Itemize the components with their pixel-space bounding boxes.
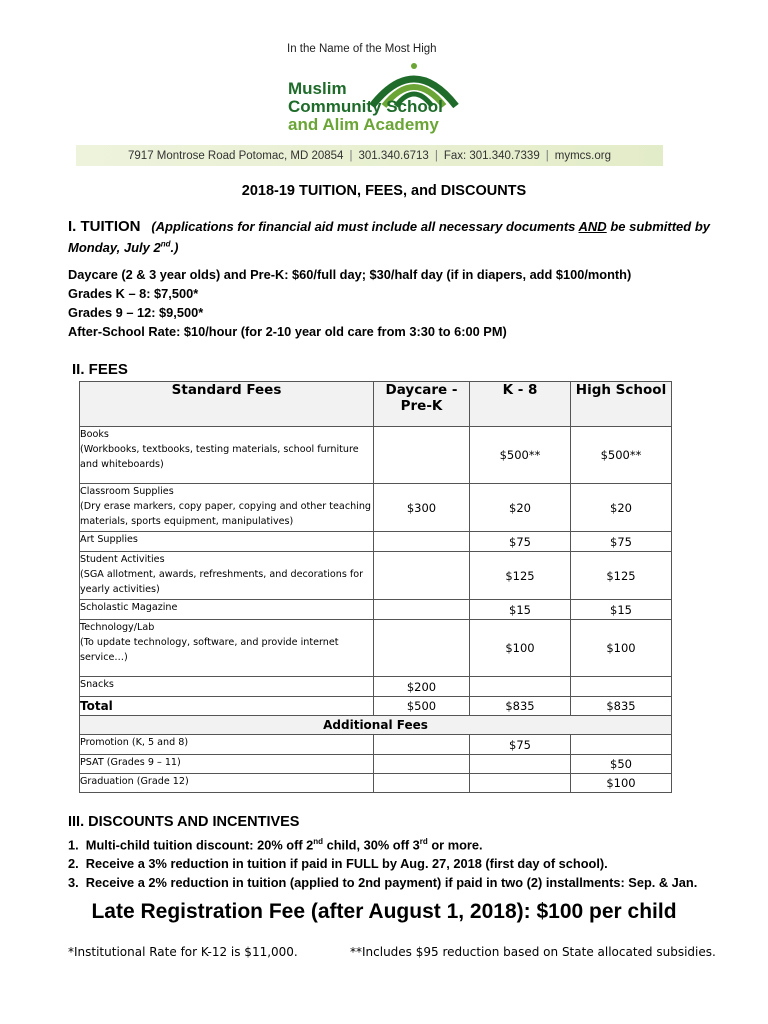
table-row: PSAT (Grades 9 – 11) $50 (80, 755, 672, 774)
rate-after-school: After-School Rate: $10/hour (for 2-10 year old care from 3:30 to 6:00 PM) (68, 324, 507, 339)
financial-aid-note: (Applications for financial aid must include all necessary documents AND be submitted by Monday, July 2nd.) (68, 219, 710, 256)
table-row: Student Activities (SGA allotment, awards, refreshments, and decorations for yearly activities) $125 $125 (80, 552, 672, 600)
table-row: Snacks $200 (80, 677, 672, 697)
logo-line-1: Muslim (288, 79, 347, 98)
logo-line-2: Community School (288, 97, 443, 116)
address: 7917 Montrose Road Potomac, MD 20854 (128, 149, 344, 162)
late-registration-fee: Late Registration Fee (after August 1, 2018): $100 per child (91, 900, 677, 923)
discount-item-1: 1. Multi-child tuition discount: 20% off 2nd child, 30% off 3rd or more. (68, 837, 483, 853)
tagline: In the Name of the Most High (287, 43, 437, 55)
table-row: Promotion (K, 5 and 8) $75 (80, 735, 672, 755)
rate-daycare: Daycare (2 & 3 year olds) and Pre-K: $60/full day; $30/half day (if in diapers, add $100/month) (68, 267, 632, 282)
col-k8: K - 8 (470, 382, 571, 427)
footnote-subsidy: **Includes $95 reduction based on State allocated subsidies. (350, 945, 716, 959)
table-row: Books (Workbooks, textbooks, testing materials, school furniture and whiteboards) $500** $500** (80, 427, 672, 484)
table-row: Scholastic Magazine $15 $15 (80, 600, 672, 620)
fax: Fax: 301.340.7339 (443, 149, 540, 162)
fees-table (79, 381, 672, 793)
discount-item-3: 3. Receive a 2% reduction in tuition (applied to 2nd payment) if paid in two (2) installments: Sep. & Jan. (68, 875, 698, 891)
table-row: Graduation (Grade 12) $100 (80, 774, 672, 793)
school-logo (286, 60, 466, 140)
table-row: Classroom Supplies (Dry erase markers, copy paper, copying and other teaching materials, sports equipment, manipulatives) $300 $20 $20 (80, 484, 672, 532)
discounts-heading: III. DISCOUNTS AND INCENTIVES (68, 814, 300, 830)
col-high-school: High School (571, 382, 672, 427)
discount-item-2: 2. Receive a 3% reduction in tuition if paid in FULL by Aug. 27, 2018 (first day of school). (68, 856, 608, 872)
discounts-section (68, 813, 697, 892)
document-title: 2018-19 TUITION, FEES, and DISCOUNTS (241, 183, 527, 199)
fees-heading: II. FEES (72, 361, 128, 378)
additional-fees-heading: Additional Fees (80, 716, 672, 735)
rate-9-12: Grades 9 – 12: $9,500* (68, 305, 204, 320)
tuition-heading: I. TUITION (68, 218, 141, 235)
contact-bar: 7917 Montrose Road Potomac, MD 20854 | 301.340.6713 | Fax: 301.340.7339 | mymcs.org (76, 145, 663, 166)
rate-k8: Grades K – 8: $7,500* (68, 286, 199, 301)
total-row: Total $500 $835 $835 (80, 697, 672, 716)
col-daycare: Daycare - Pre-K (374, 382, 470, 427)
tuition-section (68, 218, 728, 257)
tuition-rates (68, 265, 631, 341)
logo-line-3: and Alim Academy (288, 115, 439, 134)
phone: 301.340.6713 (358, 149, 429, 162)
website: mymcs.org (554, 149, 611, 162)
table-row: Art Supplies $75 $75 (80, 532, 672, 552)
col-standard-fees: Standard Fees (80, 382, 374, 427)
footnote-institutional: *Institutional Rate for K-12 is $11,000. (68, 945, 298, 959)
table-row: Technology/Lab (To update technology, software, and provide internet service…) $100 $100 (80, 620, 672, 677)
